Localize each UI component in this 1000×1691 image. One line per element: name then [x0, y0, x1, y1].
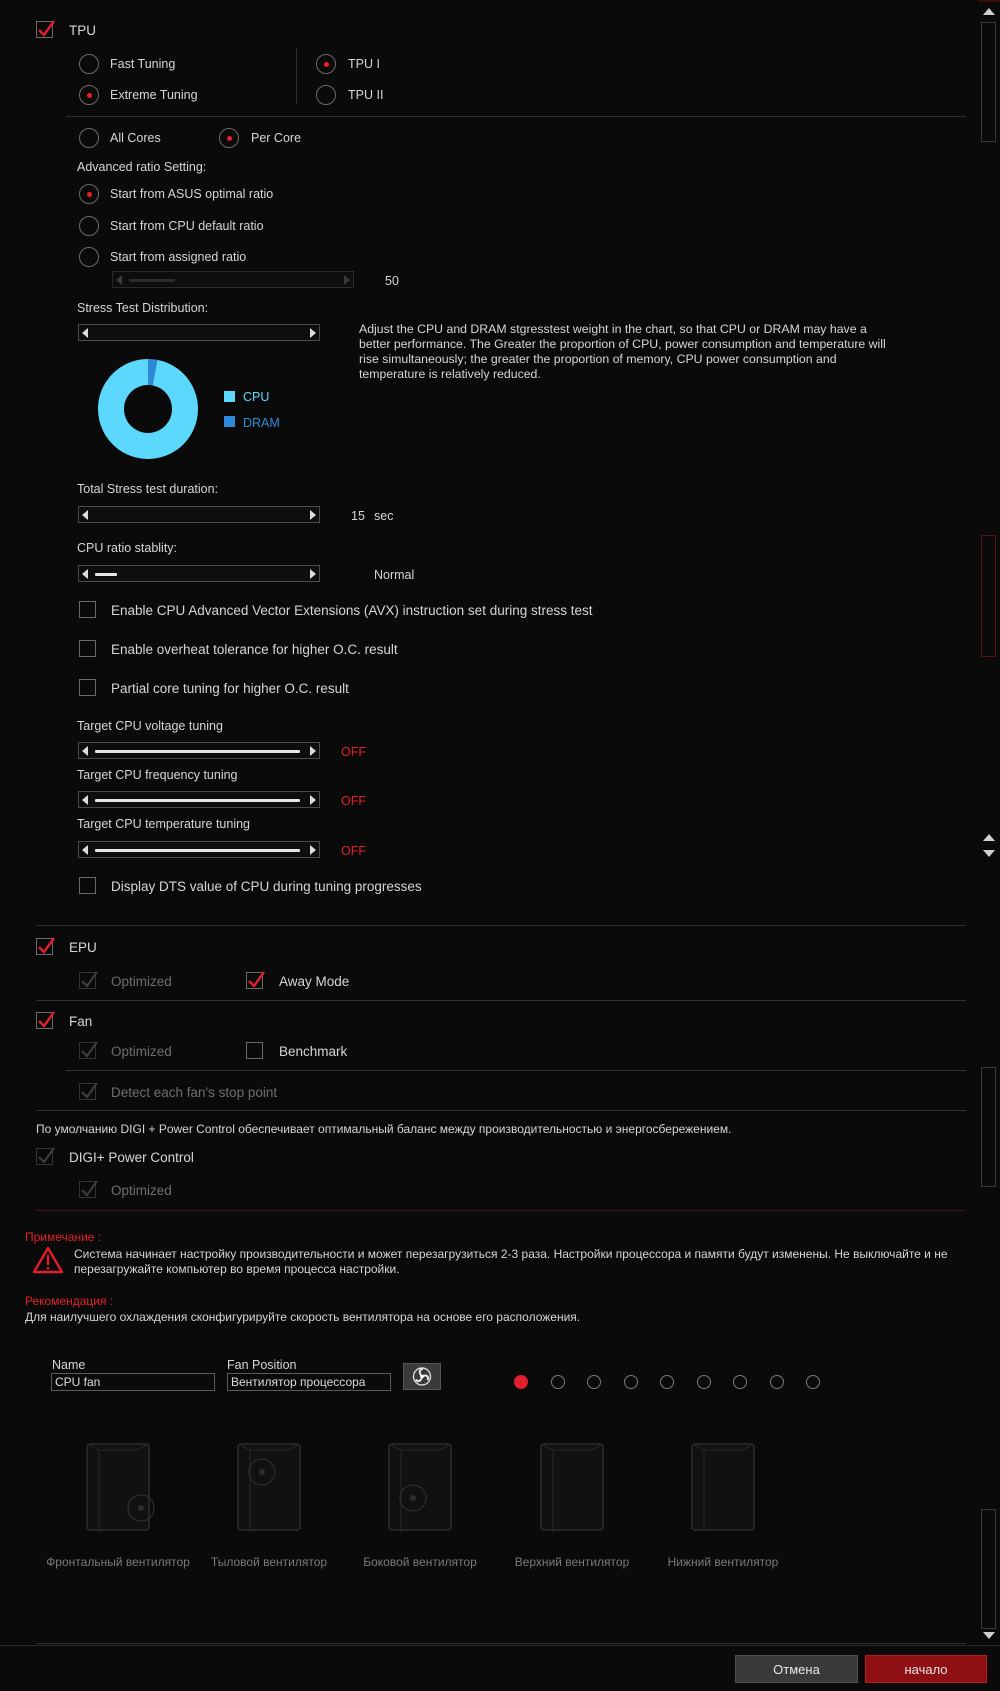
scroll-thumb[interactable] [981, 1067, 996, 1187]
check-icon [79, 969, 99, 991]
cpu-default-ratio-label: Start from CPU default ratio [110, 219, 264, 233]
arrow-left-icon[interactable] [82, 569, 88, 579]
page-dot[interactable] [733, 1375, 747, 1389]
divider [36, 925, 966, 926]
arrow-right-icon[interactable] [310, 746, 316, 756]
tpu-ii-radio[interactable] [316, 85, 336, 105]
digi-description: По умолчанию DIGI + Power Control обеспечивает оптимальный баланс между производительностью и энергосбережением. [36, 1122, 732, 1136]
voltage-tuning-slider[interactable] [78, 742, 320, 759]
voltage-tuning-value: OFF [341, 745, 366, 759]
arrow-right-icon[interactable] [310, 795, 316, 805]
asus-optimal-ratio-label: Start from ASUS optimal ratio [110, 187, 274, 201]
check-icon [79, 1080, 99, 1102]
arrow-right-icon[interactable] [310, 510, 316, 520]
frequency-tuning-label: Target CPU frequency tuning [77, 768, 238, 782]
tpu-title: TPU [69, 23, 96, 38]
scroll-up-marker[interactable] [982, 831, 995, 844]
assigned-ratio-label: Start from assigned ratio [110, 250, 247, 264]
slider-track [95, 799, 300, 802]
scrollbar[interactable] [979, 2, 998, 1645]
voltage-tuning-label: Target CPU voltage tuning [77, 719, 223, 733]
divider [36, 1210, 966, 1211]
cpu-legend-swatch [224, 391, 235, 402]
all-cores-label: All Cores [110, 131, 161, 145]
warning-icon [32, 1246, 64, 1274]
arrow-left-icon[interactable] [82, 845, 88, 855]
fan-title: Fan [69, 1014, 93, 1029]
note-text: Система начинает настройку производительности и может перезагрузиться 2-3 раза. Настройки процессора и памяти будут изменены. Не выключайте и не перезагружайте компьютер во время процесса настройки. [74, 1247, 948, 1276]
slider-track [129, 279, 175, 282]
avx-label: Enable CPU Advanced Vector Extensions (AVX) instruction set during stress test [111, 603, 593, 618]
extreme-tuning-radio[interactable] [79, 85, 99, 105]
arrow-right-icon[interactable] [344, 275, 350, 285]
fan-optimized-checkbox[interactable] [79, 1042, 96, 1059]
page-dot[interactable] [514, 1375, 528, 1389]
check-icon [79, 1178, 99, 1200]
arrow-right-icon[interactable] [310, 845, 316, 855]
check-icon [36, 935, 56, 957]
scroll-thumb-active[interactable] [981, 535, 996, 657]
divider [66, 116, 966, 117]
arrow-left-icon[interactable] [82, 746, 88, 756]
pie-slice-dram[interactable] [148, 372, 155, 373]
extreme-tuning-label: Extreme Tuning [110, 88, 198, 102]
arrow-left-icon[interactable] [116, 275, 122, 285]
fan-name-label: Name [52, 1358, 86, 1372]
away-mode-checkbox[interactable] [246, 972, 263, 989]
duration-value: 15 [351, 509, 365, 523]
overheat-tolerance-checkbox[interactable] [79, 640, 96, 657]
fan-position-label: Тыловой вентилятор [210, 1555, 328, 1569]
arrow-down-icon [983, 1632, 995, 1639]
epu-title: EPU [69, 940, 97, 955]
per-core-radio[interactable] [219, 128, 239, 148]
fan-position-label: Fan Position [227, 1358, 297, 1372]
scroll-thumb[interactable] [981, 1509, 996, 1629]
scroll-thumb[interactable] [981, 22, 996, 142]
page-dot[interactable] [770, 1375, 784, 1389]
detect-stop-point-checkbox[interactable] [79, 1083, 96, 1100]
page-dot[interactable] [587, 1375, 601, 1389]
arrow-left-icon[interactable] [82, 328, 88, 338]
dram-legend-swatch [224, 416, 235, 427]
advanced-ratio-label: Advanced ratio Setting: [77, 160, 207, 174]
fan-checkbox[interactable] [36, 1012, 53, 1029]
check-icon [36, 1009, 56, 1031]
epu-optimized-label: Optimized [111, 974, 172, 989]
avx-checkbox[interactable] [79, 601, 96, 618]
assigned-ratio-value: 50 [385, 274, 399, 288]
detect-stop-point-label: Detect each fan's stop point [111, 1085, 278, 1100]
frequency-tuning-value: OFF [341, 794, 366, 808]
mode-divider [296, 48, 297, 104]
arrow-right-icon[interactable] [310, 328, 316, 338]
benchmark-label: Benchmark [279, 1044, 348, 1059]
partial-core-label: Partial core tuning for higher O.C. result [111, 681, 349, 696]
fan-name-input[interactable] [51, 1373, 215, 1391]
stability-value: Normal [374, 568, 415, 582]
scroll-down-button[interactable] [982, 1629, 995, 1642]
fan-identify-button[interactable] [403, 1363, 441, 1390]
tpu-ii-label: TPU II [348, 88, 384, 102]
fan-position-label: Нижний вентилятор [667, 1555, 779, 1569]
digi-optimized-checkbox[interactable] [79, 1181, 96, 1198]
asus-optimal-ratio-radio[interactable] [79, 184, 99, 204]
slider-track [95, 750, 300, 753]
arrow-right-icon[interactable] [310, 569, 316, 579]
epu-optimized-checkbox[interactable] [79, 972, 96, 989]
cpu-default-ratio-radio[interactable] [79, 216, 99, 236]
dram-legend-label: DRAM [243, 416, 280, 430]
duration-unit: sec [374, 509, 394, 523]
fan-icon [404, 1364, 440, 1389]
duration-label: Total Stress test duration: [77, 482, 219, 496]
temperature-tuning-value: OFF [341, 844, 366, 858]
scroll-down-marker[interactable] [982, 847, 995, 860]
fast-tuning-radio[interactable] [79, 54, 99, 74]
duration-slider[interactable] [78, 506, 320, 523]
scroll-up-button[interactable] [982, 5, 995, 18]
tpu-checkbox[interactable] [36, 21, 53, 38]
cpu-legend-label: CPU [243, 390, 270, 404]
page-dot[interactable] [697, 1375, 711, 1389]
digi-checkbox[interactable] [36, 1148, 53, 1165]
slider-track [95, 573, 117, 576]
arrow-down-icon [983, 850, 995, 857]
assigned-ratio-radio[interactable] [79, 247, 99, 267]
dts-label: Display DTS value of CPU during tuning progresses [111, 879, 422, 894]
stress-distribution-description: Adjust the CPU and DRAM stgresstest weight in the chart, so that CPU or DRAM may have a better performance. The Greater the proportion of CPU, power consumption and temperature will rise simultaneously; the greater the proportion of memory, CPU power consumption and temperature is relatively reduced. [359, 322, 886, 381]
fan-position-option[interactable] [232, 1440, 306, 1536]
arrow-up-icon [983, 8, 995, 15]
overheat-tolerance-label: Enable overheat tolerance for higher O.C. result [111, 642, 398, 657]
tpu-i-radio[interactable] [316, 54, 336, 74]
pc-case-icon [232, 1440, 306, 1536]
fan-position-option[interactable] [686, 1440, 760, 1536]
page-dot[interactable] [551, 1375, 565, 1389]
stress-distribution-slider[interactable] [78, 324, 320, 341]
cancel-button[interactable]: Отмена [735, 1655, 858, 1683]
fan-position-label: Боковой вентилятор [363, 1555, 477, 1569]
assigned-ratio-slider[interactable] [112, 271, 354, 288]
all-cores-radio[interactable] [79, 128, 99, 148]
note-label: Примечание : [25, 1230, 102, 1244]
pc-case-icon [535, 1440, 609, 1536]
check-icon [36, 18, 56, 40]
check-icon [79, 1039, 99, 1061]
benchmark-checkbox[interactable] [246, 1042, 263, 1059]
slider-track [95, 849, 300, 852]
tpu-i-label: TPU I [348, 57, 380, 71]
fan-position-label: Фронтальный вентилятор [46, 1555, 190, 1569]
pc-case-icon [383, 1440, 457, 1536]
divider [36, 1110, 966, 1111]
page-dot[interactable] [624, 1375, 638, 1389]
dts-checkbox[interactable] [79, 877, 96, 894]
temperature-tuning-label: Target CPU temperature tuning [77, 817, 251, 831]
page-dot[interactable] [806, 1375, 820, 1389]
fan-position-input[interactable] [227, 1373, 391, 1391]
stability-label: CPU ratio stablity: [77, 541, 178, 555]
fan-position-option[interactable] [535, 1440, 609, 1536]
divider [36, 1000, 966, 1001]
divider [66, 1070, 966, 1071]
digi-optimized-label: Optimized [111, 1183, 172, 1198]
check-icon [246, 969, 266, 991]
recommendation-text: Для наилучшего охлаждения сконфигурируйте скорость вентилятора на основе его расположения. [25, 1310, 581, 1324]
arrow-left-icon[interactable] [82, 510, 88, 520]
fan-position-option[interactable] [81, 1440, 155, 1536]
digi-title: DIGI+ Power Control [69, 1150, 194, 1165]
pc-case-icon [81, 1440, 155, 1536]
fan-optimized-label: Optimized [111, 1044, 172, 1059]
fan-position-label: Верхний вентилятор [514, 1555, 630, 1569]
start-button[interactable]: начало [865, 1655, 987, 1683]
away-mode-label: Away Mode [279, 974, 350, 989]
footer-bar [0, 1645, 1000, 1691]
stress-distribution-label: Stress Test Distribution: [77, 301, 209, 315]
fan-position-option[interactable] [383, 1440, 457, 1536]
per-core-label: Per Core [251, 131, 302, 145]
epu-checkbox[interactable] [36, 938, 53, 955]
fast-tuning-label: Fast Tuning [110, 57, 176, 71]
arrow-left-icon[interactable] [82, 795, 88, 805]
pc-case-icon [686, 1440, 760, 1536]
recommendation-label: Рекомендация : [25, 1294, 114, 1308]
frequency-tuning-slider[interactable] [78, 791, 320, 808]
stress-distribution-chart[interactable] [96, 357, 200, 461]
arrow-up-icon [983, 834, 995, 841]
temperature-tuning-slider[interactable] [78, 841, 320, 858]
divider [36, 1643, 966, 1644]
check-icon [36, 1145, 56, 1167]
page-dot[interactable] [660, 1375, 674, 1389]
partial-core-checkbox[interactable] [79, 679, 96, 696]
stability-slider[interactable] [78, 565, 320, 582]
